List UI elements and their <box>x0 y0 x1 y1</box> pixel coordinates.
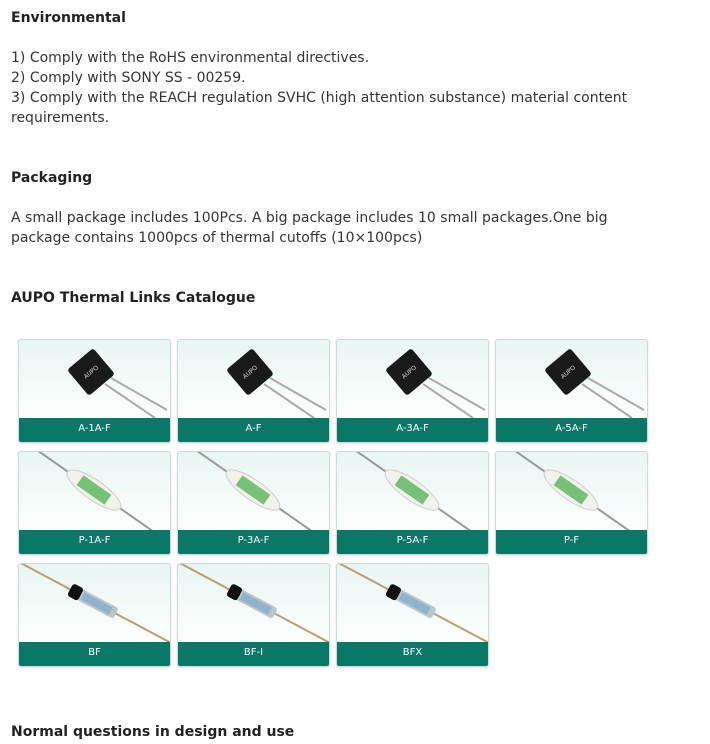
svg-text:AUPO: AUPO <box>400 364 419 381</box>
environmental-item: 1) Comply with the RoHS environmental directives. <box>11 50 370 66</box>
catalogue-item-a-3a-f[interactable] <box>336 339 489 443</box>
catalogue-item-label: P-3A-F <box>178 530 329 554</box>
catalogue-item-label: BF-I <box>178 642 329 666</box>
catalogue-item-a-1a-f[interactable] <box>18 339 171 443</box>
catalogue-item-bf-i[interactable] <box>177 563 330 667</box>
square-thermal-cutoff-icon <box>178 340 329 418</box>
square-thermal-cutoff-icon <box>496 340 647 418</box>
svg-text:AUPO: AUPO <box>559 364 578 381</box>
svg-text:AUPO: AUPO <box>82 364 101 381</box>
catalogue-item-p-5a-f[interactable] <box>336 451 489 555</box>
catalogue-item-label: A-5A-F <box>496 418 647 442</box>
faq-heading: Normal questions in design and use <box>11 724 295 740</box>
ceramic-thermal-fuse-icon <box>496 452 647 530</box>
environmental-item: 2) Comply with SONY SS - 00259. <box>11 70 246 86</box>
catalogue-item-label: A-1A-F <box>19 418 170 442</box>
square-thermal-cutoff-icon <box>337 340 488 418</box>
axial-thermal-fuse-icon <box>337 564 488 642</box>
square-thermal-cutoff-icon <box>19 340 170 418</box>
catalogue-item-label: P-5A-F <box>337 530 488 554</box>
ceramic-thermal-fuse-icon <box>19 452 170 530</box>
catalogue-item-p-1a-f[interactable] <box>18 451 171 555</box>
environmental-item: 3) Comply with the REACH regulation SVHC (high attention substance) material content requirements. <box>11 90 628 126</box>
svg-text:AUPO: AUPO <box>241 364 260 381</box>
catalogue-item-a-f[interactable] <box>177 339 330 443</box>
catalogue-item-label: BFX <box>337 642 488 666</box>
catalogue-item-bf[interactable] <box>18 563 171 667</box>
axial-thermal-fuse-icon <box>19 564 170 642</box>
catalogue-item-a-5a-f[interactable] <box>495 339 648 443</box>
catalogue-heading: AUPO Thermal Links Catalogue <box>11 290 256 306</box>
catalogue-item-label: A-3A-F <box>337 418 488 442</box>
axial-thermal-fuse-icon <box>178 564 329 642</box>
ceramic-thermal-fuse-icon <box>337 452 488 530</box>
catalogue-item-label: P-F <box>496 530 647 554</box>
environmental-list <box>11 48 661 128</box>
catalogue-item-p-3a-f[interactable] <box>177 451 330 555</box>
environmental-heading: Environmental <box>11 10 126 26</box>
catalogue-item-label: A-F <box>178 418 329 442</box>
catalogue-grid <box>18 339 658 665</box>
ceramic-thermal-fuse-icon <box>178 452 329 530</box>
catalogue-item-label: P-1A-F <box>19 530 170 554</box>
catalogue-item-p-f[interactable] <box>495 451 648 555</box>
catalogue-item-label: BF <box>19 642 170 666</box>
packaging-heading: Packaging <box>11 170 93 186</box>
catalogue-item-bfx[interactable] <box>336 563 489 667</box>
packaging-text: A small package includes 100Pcs. A big package includes 10 small packages.One big package contains 1000pcs of thermal cutoffs (10×100pcs) <box>11 210 608 246</box>
